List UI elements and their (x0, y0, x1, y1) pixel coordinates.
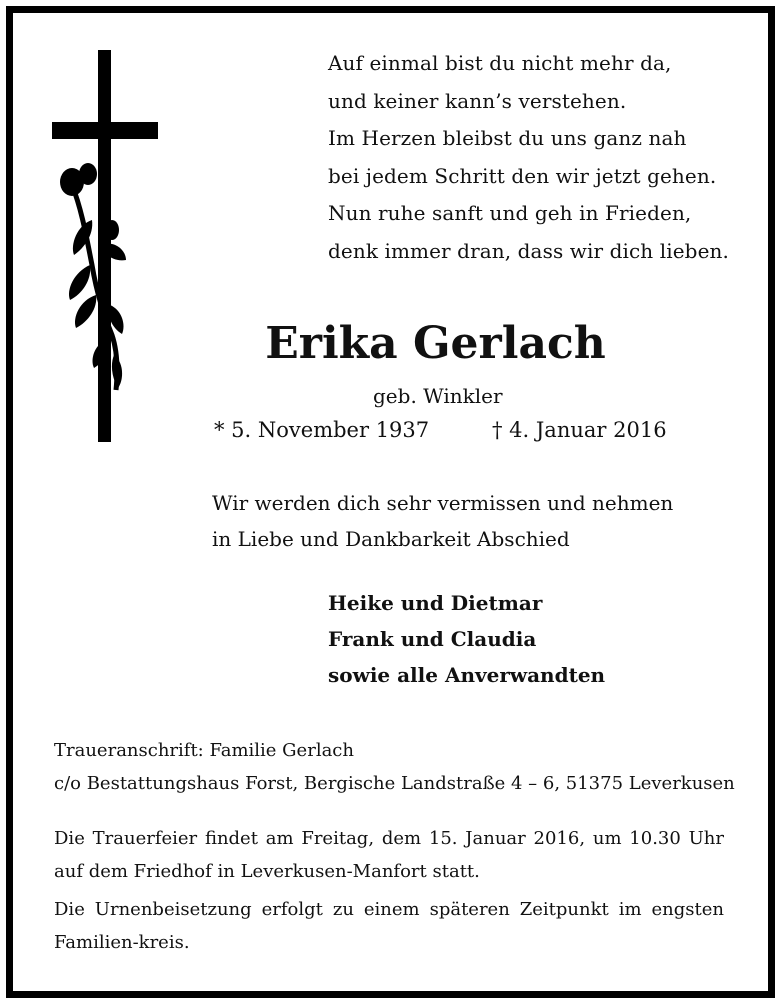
farewell-line: in Liebe und Dankbarkeit Abschied (212, 527, 570, 551)
deceased-name: Erika Gerlach (265, 318, 606, 369)
mourning-address (54, 734, 735, 800)
death-date: † 4. Januar 2016 (492, 418, 667, 442)
funeral-service-info: Die Trauerfeier findet am Freitag, dem 15. Januar 2016, um 10.30 Uhr auf dem Friedhof in Leverkusen-Manfort statt. (54, 828, 724, 882)
farewell-line: Wir werden dich sehr vermissen und nehmen (212, 491, 674, 515)
mourner-line: sowie alle Anverwandten (328, 663, 606, 687)
urn-burial-info: Die Urnenbeisetzung erfolgt zu einem späteren Zeitpunkt im engsten Familien-kreis. (54, 899, 724, 953)
poem-line: Auf einmal bist du nicht mehr da, (328, 51, 672, 75)
poem-line: Im Herzen bleibst du uns ganz nah (328, 126, 687, 151)
mourner-line: Heike und Dietmar (328, 591, 543, 615)
poem-line: bei jedem Schritt den wir jetzt gehen. (328, 163, 717, 188)
poem-line: und keiner kann’s verstehen. (328, 88, 627, 113)
mourner-line: Frank und Claudia (328, 627, 537, 651)
mourners-list (328, 585, 605, 693)
birth-date: * 5. November 1937 (214, 418, 430, 442)
memorial-poem (328, 45, 729, 271)
maiden-name: geb. Winkler (373, 384, 503, 408)
address-line: Traueranschrift: Familie Gerlach (54, 740, 354, 761)
poem-line: Nun ruhe sanft und geh in Frieden, (328, 201, 692, 226)
farewell-text (212, 485, 673, 557)
address-line: c/o Bestattungshaus Forst, Bergische Landstraße 4 – 6, 51375 Leverkusen (54, 773, 735, 794)
cross-with-rose-icon (52, 50, 162, 442)
poem-line: denk immer dran, dass wir dich lieben. (328, 238, 729, 263)
